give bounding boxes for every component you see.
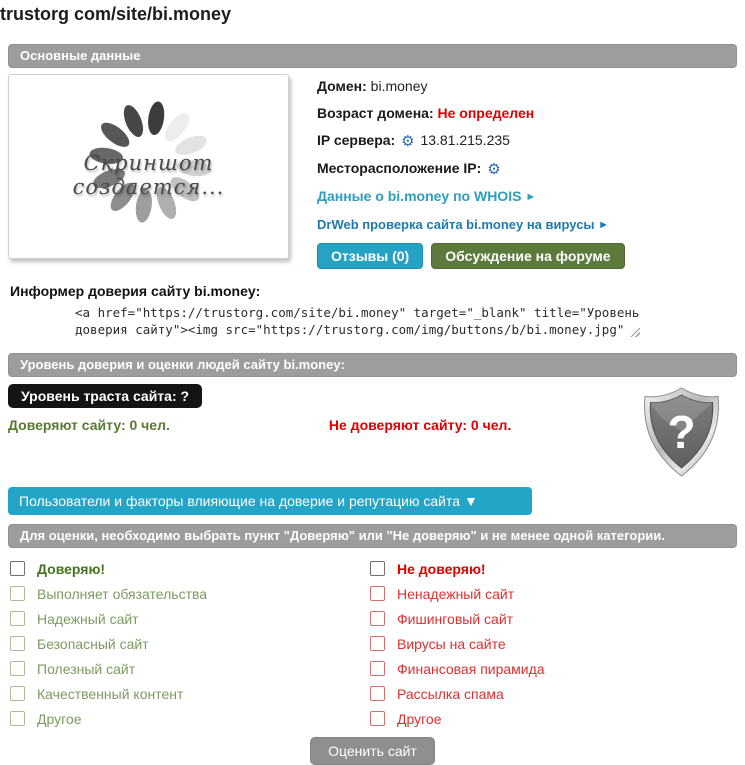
checkbox-label: Ненадежный сайт xyxy=(397,585,515,602)
rating-checkbox-columns xyxy=(10,556,737,731)
informer-code-wrap xyxy=(0,304,695,338)
factors-expander-banner[interactable] xyxy=(8,487,532,515)
reliable-site-checkbox[interactable] xyxy=(10,611,25,626)
viruses-on-site-checkbox[interactable] xyxy=(370,636,385,651)
screenshot-status-text: Скриншот создается... xyxy=(72,151,225,199)
checkbox-row-safe-site[interactable] xyxy=(10,631,370,656)
checkbox-row-spam-mailing[interactable] xyxy=(370,681,737,706)
checkbox-row-other-positive[interactable] xyxy=(10,706,370,731)
server-ip-value: 13.81.215.235 xyxy=(420,132,510,148)
negative-factors-column xyxy=(370,556,737,731)
drweb-link-label: DrWeb проверка сайта bi.money на вирусы xyxy=(317,217,595,232)
domain-label: Домен: xyxy=(317,78,367,94)
other-negative-checkbox[interactable] xyxy=(370,711,385,726)
checkbox-row-trust[interactable] xyxy=(10,556,370,581)
financial-pyramid-checkbox[interactable] xyxy=(370,661,385,676)
positive-factors-column xyxy=(10,556,370,731)
action-buttons-row xyxy=(317,243,625,269)
gear-icon: ⚙ xyxy=(487,160,501,178)
safe-site-checkbox[interactable] xyxy=(10,636,25,651)
drweb-link-row xyxy=(317,215,625,234)
page-title: trustorg com/site/bi.money xyxy=(0,4,232,24)
checkbox-row-financial-pyramid[interactable] xyxy=(370,656,737,681)
whois-link-row xyxy=(317,187,625,206)
checkbox-row-viruses-on-site[interactable] xyxy=(370,631,737,656)
server-ip-row xyxy=(317,131,625,150)
fulfills-obligations-checkbox[interactable] xyxy=(10,586,25,601)
rating-instruction-bar: Для оценки, необходимо выбрать пункт "Доверяю" или "Не доверяю" и не менее одной категории. xyxy=(8,524,737,548)
whois-link-label: Данные о bi.money по WHOIS xyxy=(317,188,522,204)
checkbox-label: Качественный контент xyxy=(37,685,184,702)
checkbox-row-reliable-site[interactable] xyxy=(10,606,370,631)
distrust-count: Не доверяют сайту: 0 чел. xyxy=(328,417,512,433)
ip-location-row xyxy=(317,159,625,178)
checkbox-row-fulfills-obligations[interactable] xyxy=(10,581,370,606)
whois-link[interactable] xyxy=(317,188,536,204)
unreliable-site-checkbox[interactable] xyxy=(370,586,385,601)
checkbox-label: Безопасный сайт xyxy=(37,635,149,652)
forum-discussion-button[interactable]: Обсуждение на форуме xyxy=(431,243,624,269)
checkbox-label: Не доверяю! xyxy=(397,560,486,577)
factors-banner-label: Пользователи и факторы влияющие на доверие и репутацию сайта xyxy=(19,493,461,509)
checkbox-label: Надежный сайт xyxy=(37,610,139,627)
checkbox-label: Полезный сайт xyxy=(37,660,136,677)
other-positive-checkbox[interactable] xyxy=(10,711,25,726)
checkbox-label: Рассылка спама xyxy=(397,685,504,702)
quality-content-checkbox[interactable] xyxy=(10,686,25,701)
submit-row xyxy=(0,737,745,765)
drweb-check-link[interactable] xyxy=(317,217,609,232)
domain-info-panel xyxy=(317,74,625,269)
checkbox-row-phishing-site[interactable] xyxy=(370,606,737,631)
checkbox-label: Доверяю! xyxy=(37,560,106,577)
useful-site-checkbox[interactable] xyxy=(10,661,25,676)
arrow-right-icon: ► xyxy=(525,191,537,203)
domain-age-label: Возраст домена: xyxy=(317,105,434,121)
checkbox-label: Другое xyxy=(37,710,82,727)
checkbox-row-distrust[interactable] xyxy=(370,556,737,581)
site-screenshot-placeholder xyxy=(8,74,289,259)
distrust-checkbox[interactable] xyxy=(370,561,385,576)
checkbox-row-other-negative[interactable] xyxy=(370,706,737,731)
domain-row xyxy=(317,77,625,95)
checkbox-label: Другое xyxy=(397,710,442,727)
trust-count: Доверяют сайту: 0 чел. xyxy=(8,417,170,433)
trust-checkbox[interactable] xyxy=(10,561,25,576)
server-ip-label: IP сервера: xyxy=(317,132,396,148)
trust-level-section xyxy=(8,384,737,483)
informer-heading: Информер доверия сайту bi.money: xyxy=(10,283,261,299)
domain-value: bi.money xyxy=(370,78,428,94)
checkbox-row-quality-content[interactable] xyxy=(10,681,370,706)
checkbox-row-useful-site[interactable] xyxy=(10,656,370,681)
trust-level-badge: Уровень траста сайта: ? xyxy=(8,384,202,408)
reviews-button[interactable]: Отзывы (0) xyxy=(317,243,423,269)
basic-data-section xyxy=(8,74,737,269)
checkbox-label: Вирусы на сайте xyxy=(397,635,506,652)
domain-age-value: Не определен xyxy=(437,105,535,121)
checkbox-label: Финансовая пирамида xyxy=(397,660,545,677)
gear-icon: ⚙ xyxy=(401,132,415,150)
checkbox-label: Фишинговый сайт xyxy=(397,610,514,627)
section-header-trust-level: Уровень доверия и оценки людей сайту bi.money: xyxy=(8,353,737,377)
checkbox-row-unreliable-site[interactable] xyxy=(370,581,737,606)
spam-mailing-checkbox[interactable] xyxy=(370,686,385,701)
chevron-down-icon: ▼ xyxy=(463,493,478,509)
domain-age-row xyxy=(317,104,625,122)
resize-grip-icon[interactable] xyxy=(631,328,640,337)
trust-shield-icon xyxy=(641,386,722,478)
informer-code-textarea[interactable]: <a href="https://trustorg.com/site/bi.money" target="_blank" title="Уровень доверия сайту"><img src="https://trustorg.com/img/buttons/b/bi.money.jpg" xyxy=(75,305,640,337)
ip-location-label: Месторасположение IP: xyxy=(317,160,482,176)
checkbox-label: Выполняет обязательства xyxy=(37,585,208,602)
section-header-basic-data: Основные данные xyxy=(8,44,737,68)
phishing-site-checkbox[interactable] xyxy=(370,611,385,626)
rate-site-button[interactable]: Оценить сайт xyxy=(310,737,435,765)
shield-question-mark: ? xyxy=(667,406,696,458)
trust-counts-row xyxy=(8,417,737,433)
arrow-right-icon: ► xyxy=(598,219,610,231)
